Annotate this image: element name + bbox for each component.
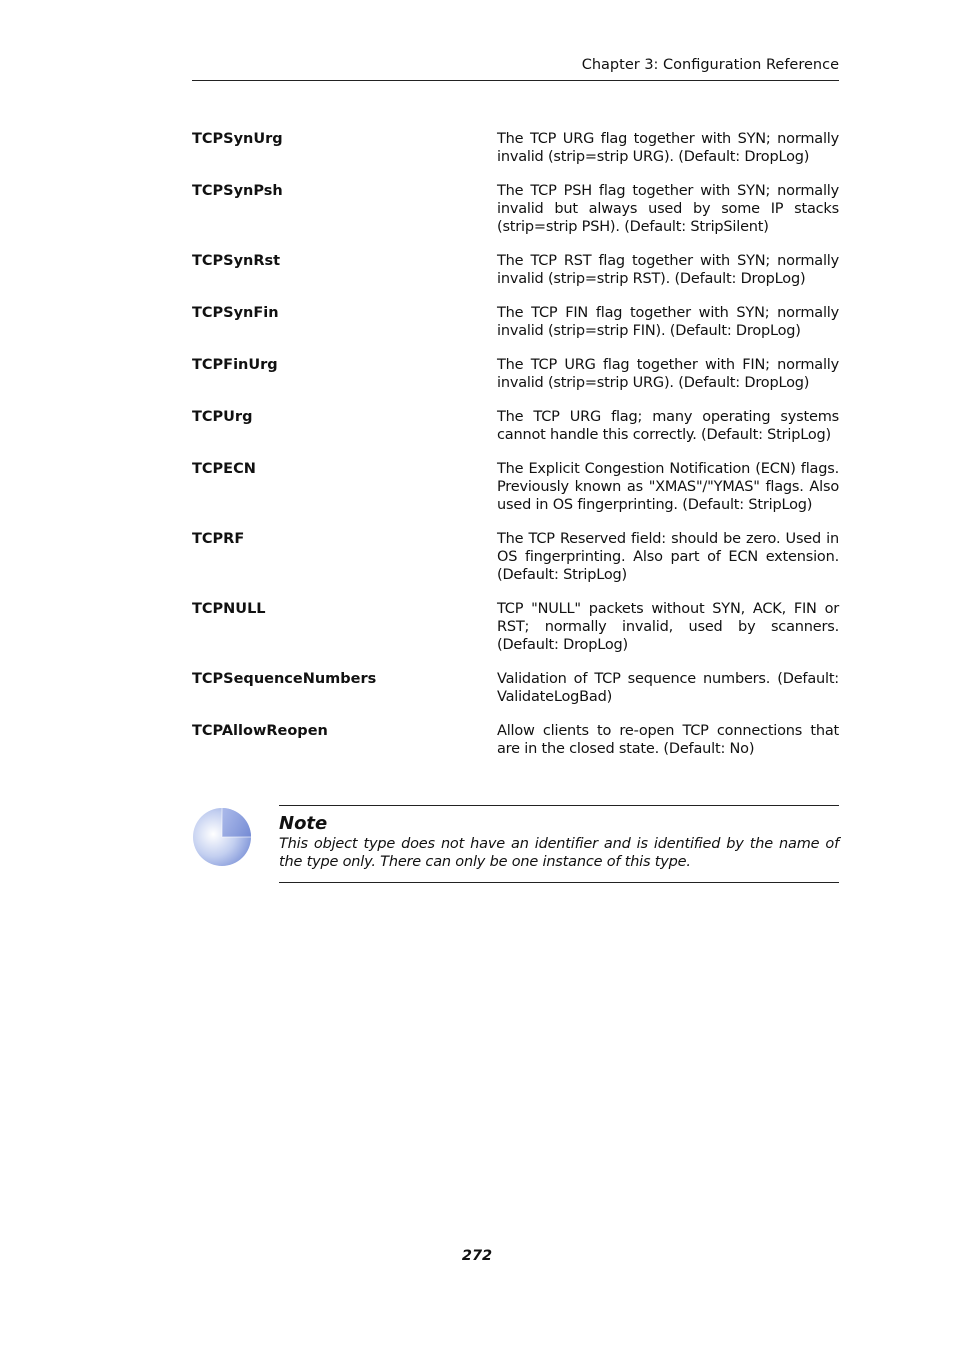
parameter-description: TCP "NULL" packets without SYN, ACK, FIN or RST; normally invalid, used by scanners. (Default: DropLog) [497,601,839,653]
page-header-title: Chapter 3: Configuration Reference [581,57,839,73]
parameter-description: The TCP Reserved field: should be zero. Used in OS fingerprinting. Also part of ECN extension. (Default: StripLog) [497,531,839,583]
parameter-row [192,670,839,706]
parameter-name: TCPSequenceNumbers [192,671,377,687]
parameter-row [192,356,839,392]
parameter-description: The Explicit Congestion Notification (ECN) flags. Previously known as "XMAS"/"YMAS" flags. Also used in OS fingerprinting. (Default: StripLog) [497,461,839,513]
parameter-row [192,600,839,654]
parameter-description: The TCP URG flag together with FIN; normally invalid (strip=strip URG). (Default: DropLog) [497,357,839,391]
parameter-description: Allow clients to re-open TCP connections that are in the closed state. (Default: No) [497,723,839,757]
note-box [279,805,839,883]
parameter-row [192,182,839,236]
parameter-description: Validation of TCP sequence numbers. (Default: ValidateLogBad) [497,671,839,705]
parameter-name: TCPRF [192,531,245,547]
parameter-name: TCPSynFin [192,305,279,321]
parameter-name: TCPSynRst [192,253,281,269]
parameter-name: TCPAllowReopen [192,723,328,739]
parameter-row [192,304,839,340]
page-number: 272 [461,1248,493,1264]
parameter-name: TCPSynUrg [192,131,283,147]
parameter-description: The TCP PSH flag together with SYN; normally invalid but always used by some IP stacks (strip=strip PSH). (Default: StripSilent) [497,183,839,235]
parameter-name: TCPSynPsh [192,183,283,199]
note-text: This object type does not have an identifier and is identified by the name of the type only. There can only be one instance of this type. [279,836,839,870]
parameter-description: The TCP URG flag together with SYN; normally invalid (strip=strip URG). (Default: DropLog) [497,131,839,165]
note-page-icon [192,807,252,867]
parameter-name: TCPFinUrg [192,357,278,373]
parameter-name: TCPECN [192,461,256,477]
parameter-description: The TCP URG flag; many operating systems cannot handle this correctly. (Default: StripLog) [497,409,839,443]
parameter-row [192,460,839,514]
parameter-description: The TCP RST flag together with SYN; normally invalid (strip=strip RST). (Default: DropLog) [497,253,839,287]
note-title: Note [279,813,328,834]
parameter-row [192,530,839,584]
parameter-row [192,408,839,444]
parameter-list [192,130,839,774]
parameter-name: TCPUrg [192,409,253,425]
parameter-row [192,130,839,166]
note-callout [192,805,839,885]
parameter-row [192,252,839,288]
header-divider [192,80,839,81]
parameter-row [192,722,839,758]
parameter-name: TCPNULL [192,601,266,617]
parameter-description: The TCP FIN flag together with SYN; normally invalid (strip=strip FIN). (Default: DropLog) [497,305,839,339]
